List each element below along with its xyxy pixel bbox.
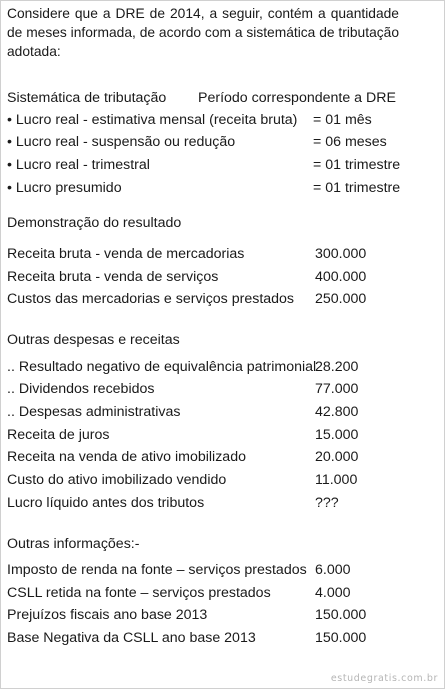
dre-row-value: 300.000 [315,246,367,262]
outras-row-value: 28.200 [315,359,359,375]
sistematica-row-value: = 01 trimestre [313,180,401,196]
sistematica-row-label: • Lucro real - trimestral [7,157,150,173]
outras-row-label: Receita de juros [7,427,110,443]
info-row-label: Imposto de renda na fonte – serviços prestados [7,562,307,578]
sistematica-row-label: • Lucro presumido [7,180,122,196]
dre-section-title: Demonstração do resultado [7,215,182,231]
info-row-label: Base Negativa da CSLL ano base 2013 [7,630,256,646]
dre-row-label: Receita bruta - venda de serviços [7,269,219,285]
info-row-label: Prejuízos fiscais ano base 2013 [7,607,208,623]
outras-row-value: 15.000 [315,427,359,443]
outras-section-title: Outras despesas e receitas [7,332,180,348]
sistematica-header-label: Sistemática de tributação [7,90,167,106]
dre-row-value: 250.000 [315,291,367,307]
periodo-header-label: Período correspondente a DRE [198,90,396,106]
site-watermark: estudegratis.com.br [330,673,438,684]
info-row-value: 6.000 [315,562,351,578]
dre-row-label: Receita bruta - venda de mercadorias [7,246,245,262]
intro-paragraph: Considere que a DRE de 2014, a seguir, contém a quantidade de meses informada, de acordo com a sistemática de tributação adotada: [7,6,399,59]
info-row-value: 4.000 [315,585,351,601]
sistematica-row-value: = 06 meses [313,134,387,150]
outras-row-label: .. Dividendos recebidos [7,381,155,397]
info-row-value: 150.000 [315,607,367,623]
outras-row-value: 20.000 [315,449,359,465]
info-row-value: 150.000 [315,630,367,646]
outras-row-label: Custo do ativo imobilizado vendido [7,472,227,488]
outras-row-value: ??? [315,495,339,511]
info-section-title: Outras informações:- [7,536,140,552]
sistematica-row-value: = 01 trimestre [313,157,401,173]
outras-row-value: 11.000 [315,472,358,488]
outras-row-label: .. Despesas administrativas [7,404,181,420]
outras-row-label: .. Resultado negativo de equivalência patrimonial [7,359,317,375]
outras-row-value: 42.800 [315,404,359,420]
sistematica-row-value: = 01 mês [313,112,372,128]
dre-row-label: Custos das mercadorias e serviços prestados [7,291,295,307]
outras-row-label: Lucro líquido antes dos tributos [7,495,205,511]
outras-row-label: Receita na venda de ativo imobilizado [7,449,246,465]
sistematica-row-label: • Lucro real - estimativa mensal (receita bruta) [7,112,298,128]
outras-row-value: 77.000 [315,381,359,397]
sistematica-row-label: • Lucro real - suspensão ou redução [7,134,236,150]
info-row-label: CSLL retida na fonte – serviços prestados [7,585,271,601]
dre-row-value: 400.000 [315,269,367,285]
